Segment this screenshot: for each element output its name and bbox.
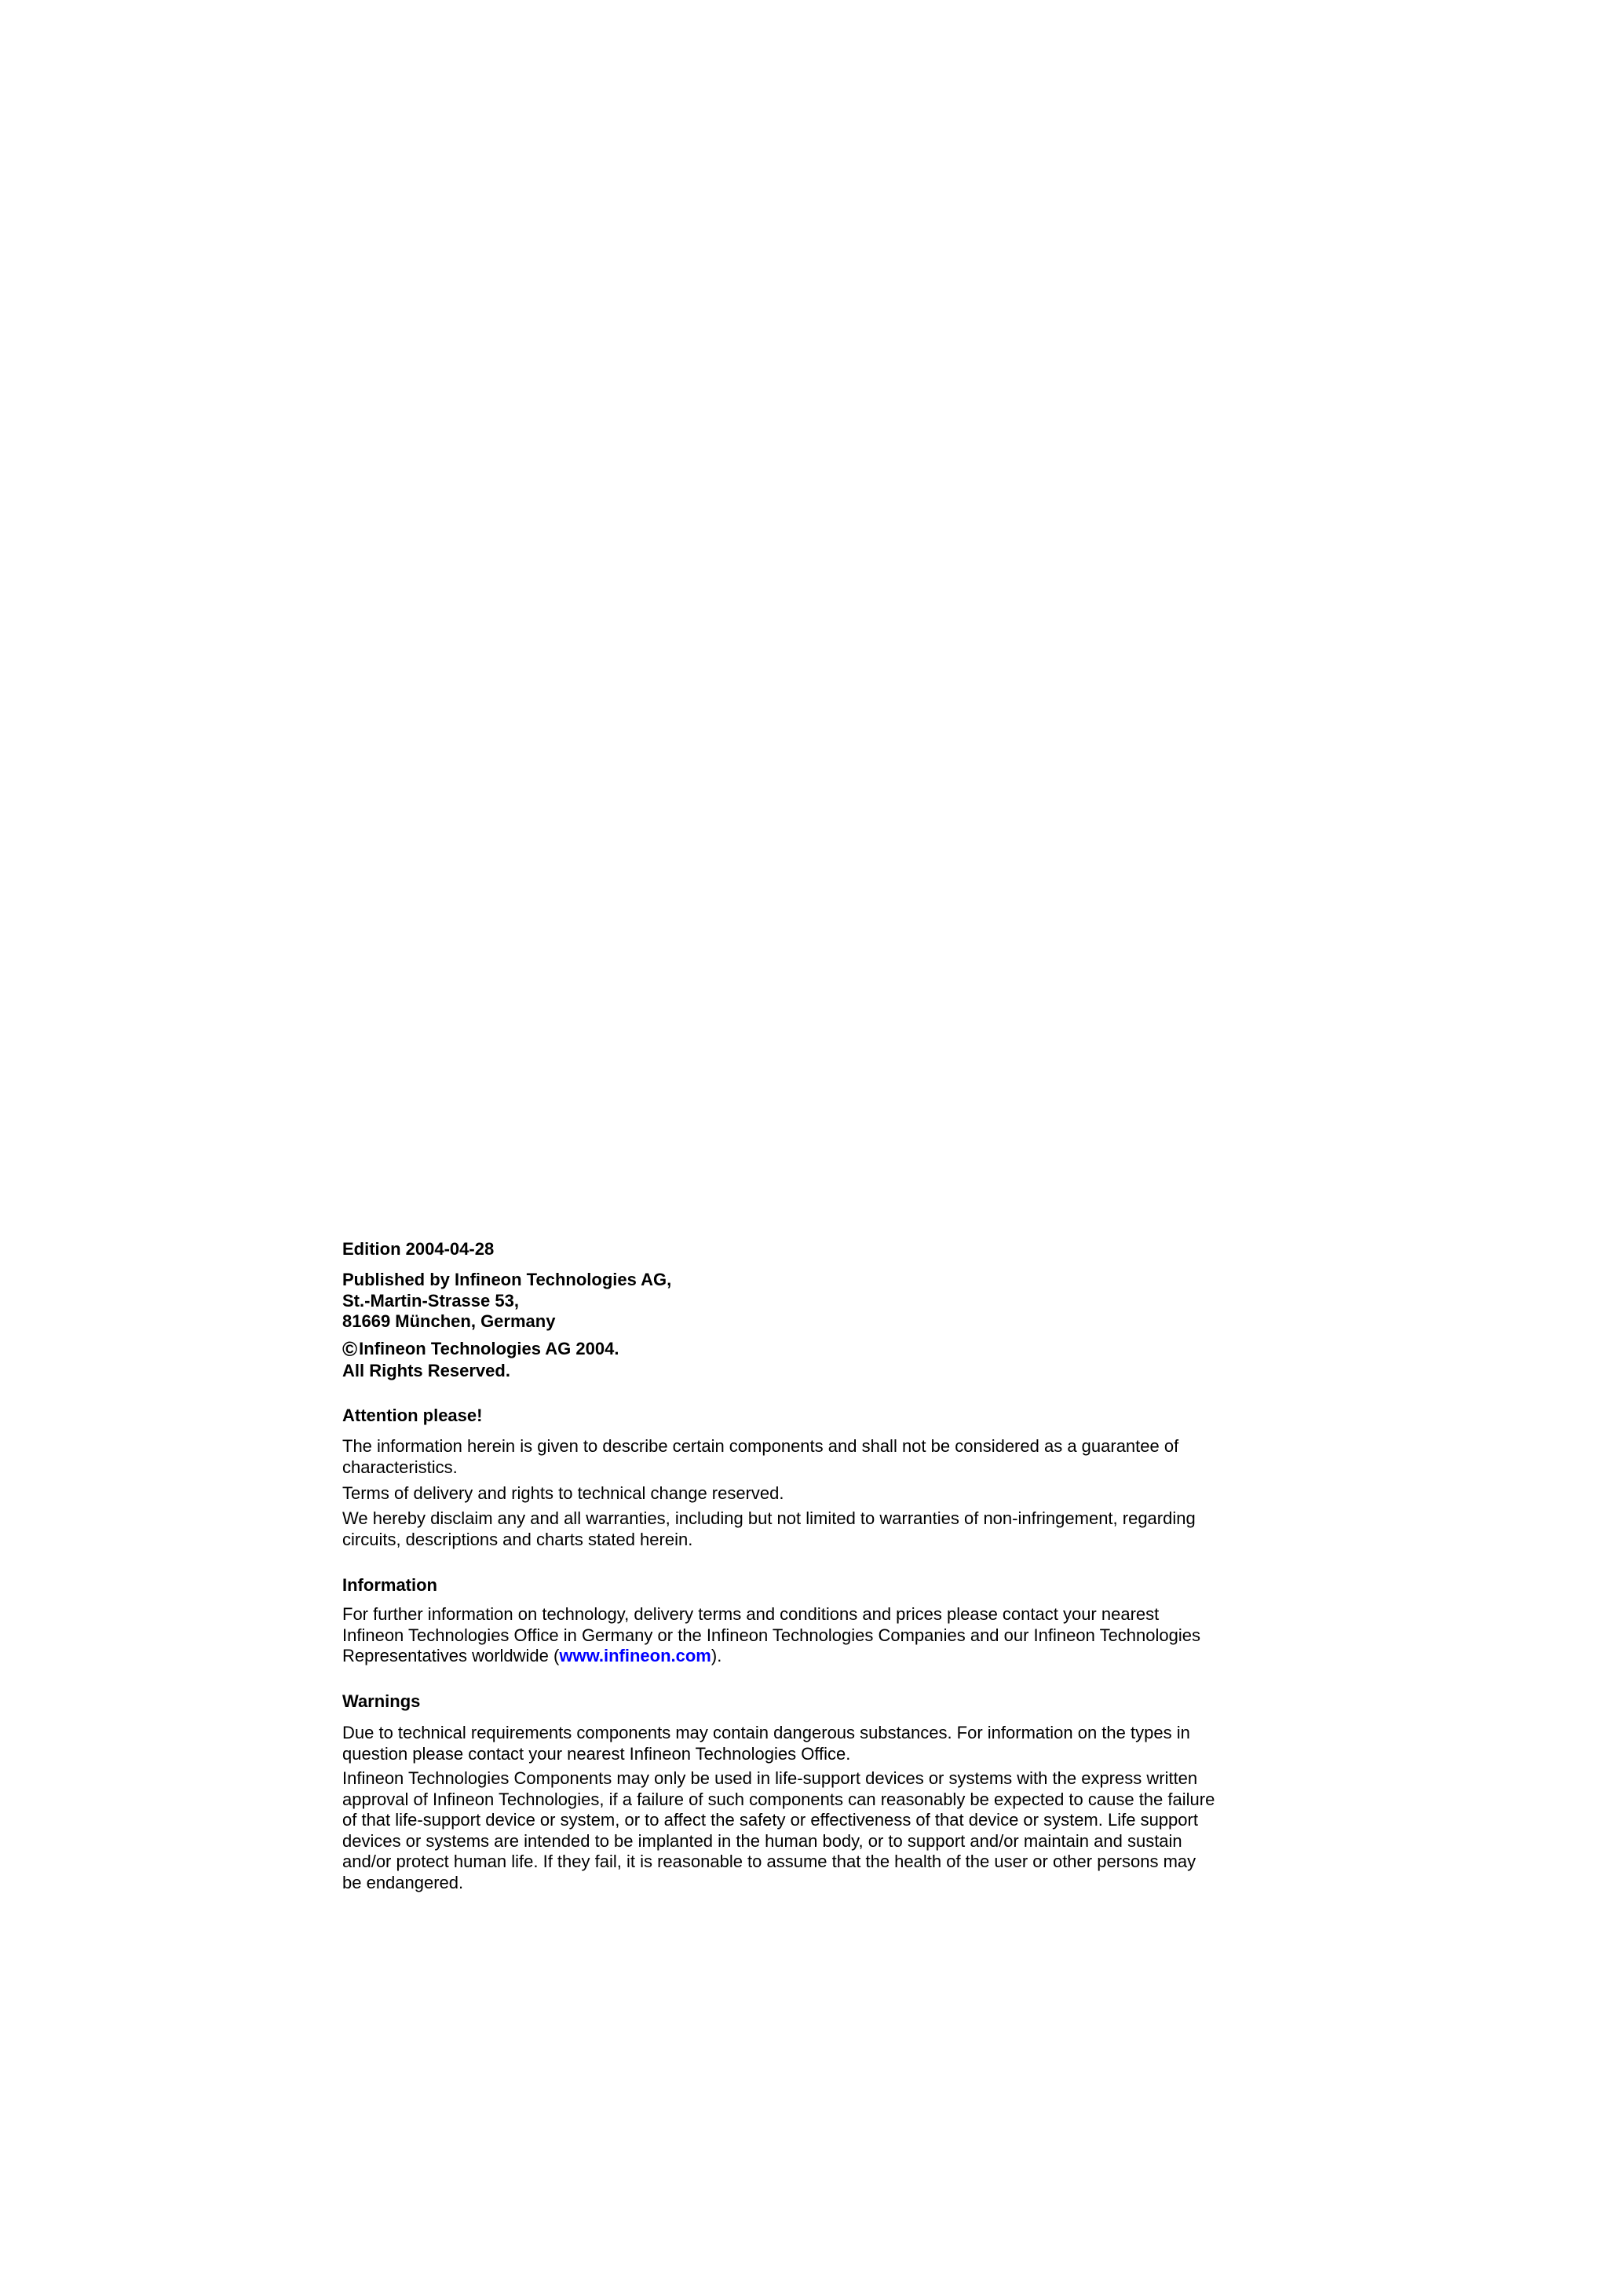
information-paragraph: [342, 1604, 1292, 1667]
text-line: Terms of delivery and rights to technical change reserved.: [342, 1483, 784, 1503]
attention-paragraph: [342, 1508, 1292, 1550]
text-line: We hereby disclaim any and all warranties, including but not limited to warranties of non-infringement, regarding: [342, 1508, 1196, 1528]
text-line: For further information on technology, delivery terms and conditions and prices please contact your nearest: [342, 1604, 1160, 1624]
text-line: and/or protect human life. If they fail, it is reasonable to assume that the health of the user or other persons may: [342, 1852, 1196, 1871]
attention-paragraph: [342, 1436, 1292, 1478]
warnings-paragraph: [342, 1768, 1292, 1893]
text-line: Infineon Technologies Components may only be used in life-support devices or systems with the express written: [342, 1768, 1198, 1788]
text-line: The information herein is given to describe certain components and shall not be considered as a guarantee of: [342, 1436, 1179, 1456]
text-fragment: Representatives worldwide (: [342, 1646, 560, 1665]
text-line: be endangered.: [342, 1872, 464, 1892]
publisher-address: [342, 1270, 1292, 1333]
text-line: approval of Infineon Technologies, if a failure of such components can reasonably be expected to cause the failure: [342, 1789, 1215, 1809]
text-line: devices or systems are intended to be implanted in the human body, or to support and/or maintain and sustain: [342, 1830, 1182, 1851]
attention-paragraph: [342, 1483, 1292, 1504]
copyright-line: Infineon Technologies AG 2004.: [359, 1339, 619, 1358]
copyright-icon: ©: [342, 1337, 358, 1361]
copyright-notice: [342, 1338, 1292, 1382]
text-line: question please contact your nearest Infineon Technologies Office.: [342, 1743, 851, 1764]
warnings-heading: Warnings: [342, 1691, 421, 1711]
text-line: of that life-support device or system, or to affect the safety or effectiveness of that device or system. Life support: [342, 1810, 1198, 1830]
text-line: characteristics.: [342, 1457, 458, 1477]
attention-heading: Attention please!: [342, 1406, 483, 1425]
information-heading: Information: [342, 1575, 437, 1595]
text-line: Due to technical requirements components may contain dangerous substances. For information on the types in: [342, 1723, 1190, 1742]
text-line: Infineon Technologies Office in Germany or the Infineon Technologies Companies and our Infineon Technologies: [342, 1625, 1200, 1645]
text-fragment: ).: [711, 1646, 722, 1665]
publisher-line: St.-Martin-Strasse 53,: [342, 1290, 519, 1311]
text-line: circuits, descriptions and charts stated herein.: [342, 1529, 693, 1549]
edition: Edition 2004-04-28: [342, 1239, 495, 1259]
publisher-line: Published by Infineon Technologies AG,: [342, 1270, 672, 1289]
infineon-website-link[interactable]: www.infineon.com: [559, 1646, 711, 1665]
publisher-line: 81669 München, Germany: [342, 1311, 556, 1331]
rights-line: All Rights Reserved.: [342, 1361, 510, 1380]
warnings-paragraph: [342, 1723, 1292, 1764]
